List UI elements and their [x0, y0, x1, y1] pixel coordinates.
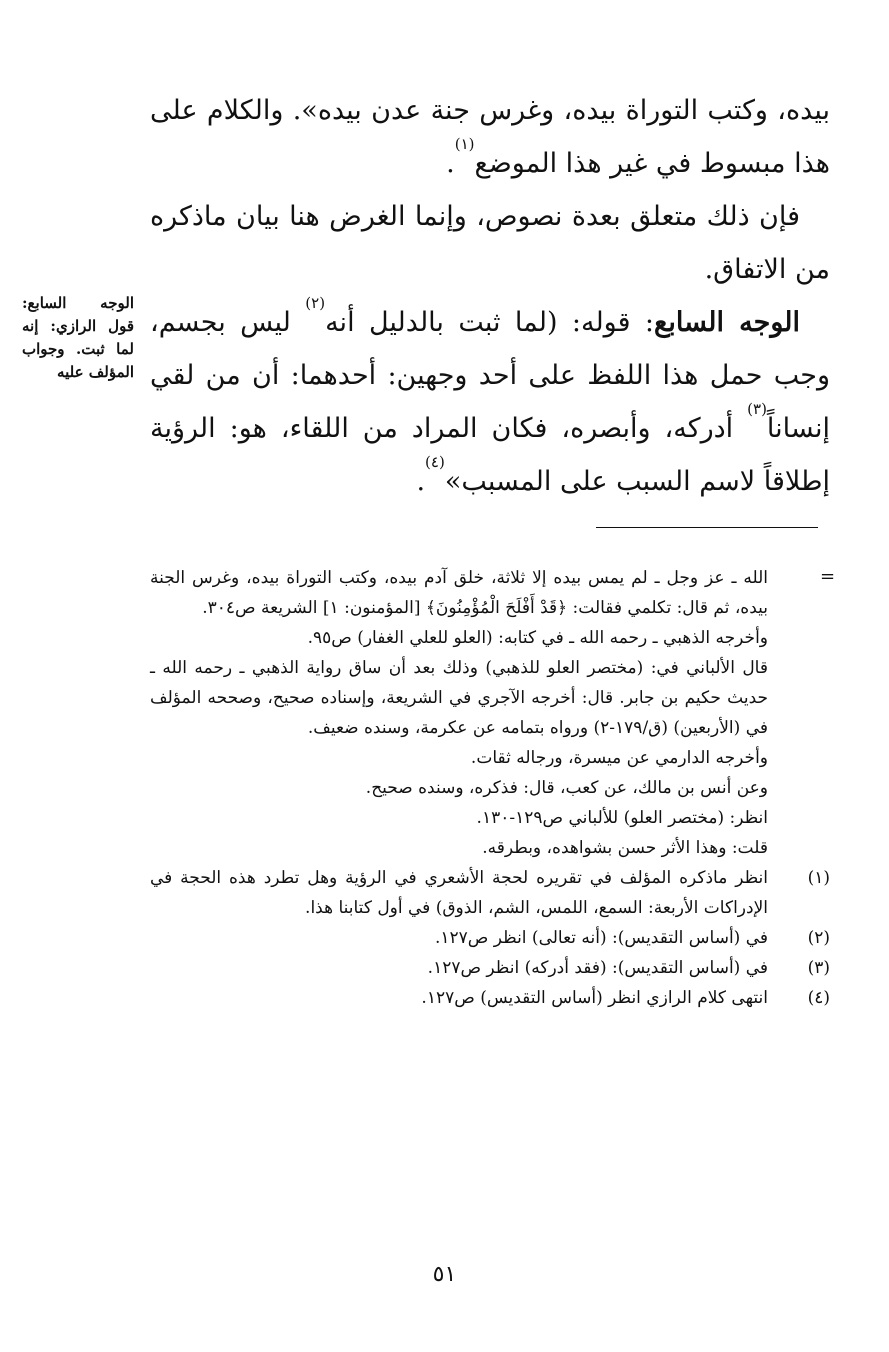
footnote-1: [150, 863, 830, 923]
margin-note: الوجه السابع: قول الرازي: إنه لما ثبت. وجواب المؤلف عليه: [22, 294, 134, 381]
main-paragraph-1: [150, 84, 830, 190]
paragraph-3-text-b: ليس بجسم، وجب حمل هذا اللفظ على أحد وجهين: أحدهما: أن من لقي إنساناً: [150, 307, 830, 444]
footnotes-area: [150, 563, 830, 1013]
footnote-continued-line: وأخرجه الدارمي عن ميسرة، ورجاله ثقات.: [470, 748, 768, 768]
footnote-4: [150, 983, 830, 1013]
footnote-continued-line: قلت: وهذا الأثر حسن بشواهده، وبطرقه.: [482, 838, 768, 858]
footnote-text: انظر ماذكره المؤلف في تقريره لحجة الأشعري في الرؤية وهل تطرد هذه الحجة في الإدراكات الأربعة: السمع، اللمس، الشم، الذوق) في أول كتابنا هذا.: [150, 868, 768, 918]
continuation-mark: =: [820, 566, 836, 587]
footnote-continued-line: انظر: (مختصر العلو) للألباني ص١٢٩-١٣٠.: [476, 808, 768, 828]
footnote-number: (٣): [807, 958, 830, 978]
footnote-text: في (أساس التقديس): (فقد أدركه) انظر ص١٢٧.: [427, 958, 768, 978]
section-heading: الوجه السابع: [654, 307, 800, 338]
footnote-continued-line: وأخرجه الذهبي ـ رحمه الله ـ في كتابه: (العلو للعلي الغفار) ص٩٥.: [307, 628, 768, 648]
footnote-ref-1[interactable]: (١): [454, 135, 475, 153]
main-paragraph-3: [150, 296, 830, 508]
footnote-3: [150, 953, 830, 983]
footnote-continued-line: وعن أنس بن مالك، عن كعب، قال: فذكره، وسنده صحيح.: [365, 778, 768, 798]
footnote-continued: [150, 563, 830, 863]
footnote-text: في (أساس التقديس): (أنه تعالى) انظر ص١٢٧.: [434, 928, 768, 948]
footnote-number: (٤): [807, 988, 830, 1008]
footnote-number: (٢): [807, 928, 830, 948]
footnote-ref-4[interactable]: (٤): [425, 453, 445, 471]
footnote-continued-line: قال الألباني في: (مختصر العلو للذهبي) وذلك بعد أن ساق رواية الذهبي ـ رحمه الله ـ حديث حكيم بن جابر. قال: أخرجه الآجري في الشريعة، وإسناده صحيح، وصححه المؤلف في (الأربعين) (ق/١٧٩-٢) ورواه بتمامه عن عكرمة، وسنده ضعيف.: [150, 658, 768, 738]
paragraph-3-text-a: : قوله: (لما ثبت بالدليل أنه: [325, 307, 655, 338]
footnote-text: انتهى كلام الرازي انظر (أساس التقديس) ص١٢٧.: [421, 988, 768, 1008]
main-paragraph-2: فإن ذلك متعلق بعدة نصوص، وإنما الغرض هنا بيان ماذكره من الاتفاق.: [150, 201, 830, 285]
paragraph-3-text-c: أدركه، وأبصره، فكان المراد من اللقاء، هو: الرؤية إطلاقاً لاسم السبب على المسبب»: [150, 413, 830, 497]
main-text-block: [150, 84, 830, 508]
footnote-continued-line: الله ـ عز وجل ـ لم يمس بيده إلا ثلاثة، خلق آدم بيده، وكتب التوراة بيده، وغرس الجنة بيده، ثم قال: تكلمي فقالت: ﴿قَدْ أَفْلَحَ الْمُؤْمِنُونَ﴾ [المؤمنون: ١] الشريعة ص٣٠٤.: [150, 568, 768, 618]
footnote-2: [150, 923, 830, 953]
footnote-number: (١): [807, 868, 830, 888]
paragraph-1-text: بيده، وكتب التوراة بيده، وغرس جنة عدن بيده». والكلام على هذا مبسوط في غير هذا الموضع: [150, 95, 830, 179]
paragraph-1-end: .: [446, 148, 455, 179]
footnote-ref-2[interactable]: (٢): [305, 294, 326, 312]
footnote-ref-3[interactable]: (٣): [747, 400, 767, 418]
page-number: ٥١: [432, 1262, 457, 1287]
paragraph-3-end: .: [416, 466, 426, 497]
footnote-divider: [596, 527, 818, 528]
